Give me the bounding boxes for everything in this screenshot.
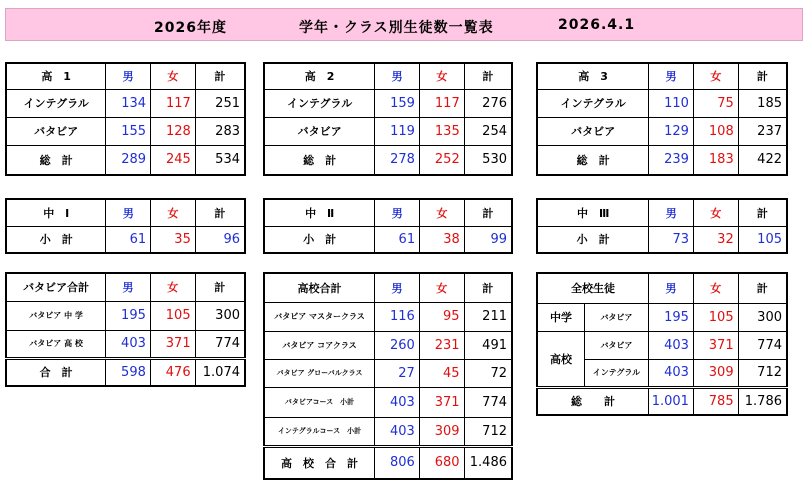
- header-male: 男: [375, 199, 420, 226]
- table-mid1: [5, 198, 246, 254]
- total-count: 534: [195, 145, 245, 175]
- table-row: [264, 302, 512, 331]
- header-female: 女: [693, 63, 738, 89]
- table-whole-school: [536, 272, 788, 416]
- female-count: 105: [150, 301, 195, 330]
- male-count: 195: [648, 303, 693, 331]
- male-count: 403: [648, 359, 693, 387]
- row-label: インテグラル: [537, 89, 649, 117]
- total-count: 96: [195, 226, 245, 253]
- header-female: 女: [420, 199, 465, 226]
- table-row: [537, 303, 787, 331]
- row-label: 総 計: [537, 387, 648, 415]
- male-count: 289: [106, 145, 151, 175]
- female-count: 231: [419, 331, 464, 359]
- female-count: 371: [419, 387, 464, 417]
- male-count: 403: [106, 330, 151, 358]
- male-count: 27: [375, 359, 420, 387]
- header-total: 計: [464, 63, 512, 89]
- female-count: 183: [693, 145, 738, 175]
- table-row: [537, 89, 787, 117]
- row-label: インテグラル: [6, 89, 106, 117]
- table-mid3: [536, 198, 788, 254]
- male-count: 155: [106, 117, 151, 145]
- header-female: 女: [150, 273, 195, 301]
- total-count: 185: [738, 89, 787, 117]
- row-label: バタビア: [584, 331, 648, 359]
- table-row: [537, 145, 787, 175]
- table-row: [6, 358, 245, 386]
- male-count: 110: [649, 89, 694, 117]
- banner-title: 学年・クラス別生徒数一覧表: [299, 20, 494, 36]
- table-title: 中 Ⅱ: [264, 199, 375, 226]
- total-count: 1.786: [738, 387, 787, 415]
- row-label: インテグラル: [264, 89, 375, 117]
- header-total: 計: [195, 63, 245, 89]
- female-count: 680: [419, 446, 464, 479]
- female-count: 309: [419, 417, 464, 446]
- male-count: 116: [375, 302, 420, 331]
- table-row: [6, 89, 245, 117]
- row-label: バタビア: [264, 117, 375, 145]
- female-count: 45: [419, 359, 464, 387]
- total-count: 774: [464, 387, 512, 417]
- female-count: 32: [694, 226, 739, 253]
- male-count: 129: [649, 117, 694, 145]
- table-row: [6, 145, 245, 175]
- female-count: 785: [693, 387, 738, 415]
- row-label: バタビアコース 小計: [264, 387, 375, 417]
- row-label: 総 計: [264, 145, 375, 175]
- row-label: バタビア コアクラス: [264, 331, 375, 359]
- table-title: バタビア合計: [6, 273, 106, 301]
- female-count: 252: [419, 145, 464, 175]
- row-label: バタビア グローバルクラス: [264, 359, 375, 387]
- female-count: 476: [150, 358, 195, 386]
- banner-date: 2026.4.1: [558, 17, 636, 33]
- total-count: 237: [738, 117, 787, 145]
- table-row: [537, 387, 787, 415]
- table-row: [264, 331, 512, 359]
- total-count: 712: [464, 417, 512, 446]
- header-male: 男: [375, 63, 420, 89]
- header-male: 男: [648, 273, 693, 303]
- table-mid2: [263, 198, 513, 254]
- male-count: 260: [375, 331, 420, 359]
- row-label: 小 計: [264, 226, 375, 253]
- row-label: 総 計: [6, 145, 106, 175]
- table-title: 全校生徒: [537, 273, 648, 303]
- group-label-middle: 中学: [537, 303, 584, 331]
- header-total: 計: [195, 273, 245, 301]
- female-count: 105: [693, 303, 738, 331]
- row-label: バタビア: [6, 117, 106, 145]
- female-count: 128: [151, 117, 196, 145]
- banner-year: 2026年度: [154, 20, 227, 36]
- total-count: 422: [738, 145, 787, 175]
- total-count: 712: [738, 359, 787, 387]
- table-row: [264, 117, 512, 145]
- header-male: 男: [106, 199, 151, 226]
- header-male: 男: [106, 273, 151, 301]
- table-title: 中 Ⅲ: [537, 199, 649, 226]
- table-title: 高 1: [6, 63, 106, 89]
- female-count: 245: [151, 145, 196, 175]
- row-label: インテグラルコース 小計: [264, 417, 375, 446]
- row-label: バタビア マスタークラス: [264, 302, 375, 331]
- title-banner: [5, 8, 803, 41]
- table-row: [537, 117, 787, 145]
- header-male: 男: [375, 273, 420, 302]
- total-count: 283: [195, 117, 245, 145]
- table-row: [264, 145, 512, 175]
- total-count: 254: [464, 117, 512, 145]
- row-label: 小 計: [537, 226, 649, 253]
- row-label: バタビア 高 校: [6, 330, 106, 358]
- male-count: 806: [375, 446, 420, 479]
- male-count: 119: [375, 117, 420, 145]
- table-title: 高 3: [537, 63, 649, 89]
- female-count: 135: [419, 117, 464, 145]
- header-male: 男: [106, 63, 151, 89]
- row-label: 合 計: [6, 358, 106, 386]
- total-count: 530: [464, 145, 512, 175]
- table-row: [537, 331, 787, 359]
- header-male: 男: [649, 63, 694, 89]
- male-count: 195: [106, 301, 151, 330]
- female-count: 108: [693, 117, 738, 145]
- male-count: 403: [648, 331, 693, 359]
- total-count: 774: [195, 330, 245, 358]
- group-label-high: 高校: [537, 331, 584, 387]
- table-title: 高 2: [264, 63, 375, 89]
- row-label: 総 計: [537, 145, 649, 175]
- total-count: 774: [738, 331, 787, 359]
- male-count: 403: [375, 417, 420, 446]
- header-total: 計: [738, 199, 787, 226]
- female-count: 371: [693, 331, 738, 359]
- table-high1: [5, 62, 246, 176]
- table-row: [6, 117, 245, 145]
- table-row: [264, 387, 512, 417]
- header-total: 計: [738, 63, 787, 89]
- table-highschool-total: [263, 272, 513, 480]
- male-count: 134: [106, 89, 151, 117]
- row-label: バタビア: [537, 117, 649, 145]
- total-count: 251: [195, 89, 245, 117]
- female-count: 309: [693, 359, 738, 387]
- table-title: 中 Ⅰ: [6, 199, 106, 226]
- male-count: 598: [106, 358, 151, 386]
- male-count: 61: [106, 226, 151, 253]
- total-count: 276: [464, 89, 512, 117]
- female-count: 371: [150, 330, 195, 358]
- male-count: 61: [375, 226, 420, 253]
- total-count: 72: [464, 359, 512, 387]
- table-row: [537, 226, 787, 253]
- header-male: 男: [649, 199, 694, 226]
- table-title: 高校合計: [264, 273, 375, 302]
- header-female: 女: [693, 273, 738, 303]
- table-row: [264, 89, 512, 117]
- header-female: 女: [419, 273, 464, 302]
- row-label: 高 校 合 計: [264, 446, 375, 479]
- header-total: 計: [195, 199, 245, 226]
- row-label: 小 計: [6, 226, 106, 253]
- header-female: 女: [419, 63, 464, 89]
- total-count: 211: [464, 302, 512, 331]
- female-count: 38: [420, 226, 465, 253]
- female-count: 35: [151, 226, 196, 253]
- total-count: 300: [195, 301, 245, 330]
- table-batavia-total: [5, 272, 246, 387]
- total-count: 491: [464, 331, 512, 359]
- total-count: 300: [738, 303, 787, 331]
- table-row: [264, 446, 512, 479]
- male-count: 403: [375, 387, 420, 417]
- table-row: [264, 417, 512, 446]
- male-count: 278: [375, 145, 420, 175]
- table-high2: [263, 62, 513, 176]
- table-row: [6, 226, 245, 253]
- table-row: [6, 301, 245, 330]
- table-row: [264, 359, 512, 387]
- table-high3: [536, 62, 788, 176]
- total-count: 1.486: [464, 446, 512, 479]
- table-row: [6, 330, 245, 358]
- female-count: 117: [419, 89, 464, 117]
- header-total: 計: [464, 199, 512, 226]
- row-label: インテグラル: [584, 359, 648, 387]
- header-female: 女: [694, 199, 739, 226]
- male-count: 73: [649, 226, 694, 253]
- table-row: [264, 226, 512, 253]
- row-label: バタビア: [584, 303, 648, 331]
- row-label: バタビア 中 学: [6, 301, 106, 330]
- total-count: 99: [464, 226, 512, 253]
- header-female: 女: [151, 199, 196, 226]
- header-female: 女: [151, 63, 196, 89]
- male-count: 1.001: [648, 387, 693, 415]
- female-count: 75: [693, 89, 738, 117]
- female-count: 95: [419, 302, 464, 331]
- female-count: 117: [151, 89, 196, 117]
- male-count: 159: [375, 89, 420, 117]
- total-count: 1.074: [195, 358, 245, 386]
- header-total: 計: [738, 273, 787, 303]
- total-count: 105: [738, 226, 787, 253]
- header-total: 計: [464, 273, 512, 302]
- male-count: 239: [649, 145, 694, 175]
